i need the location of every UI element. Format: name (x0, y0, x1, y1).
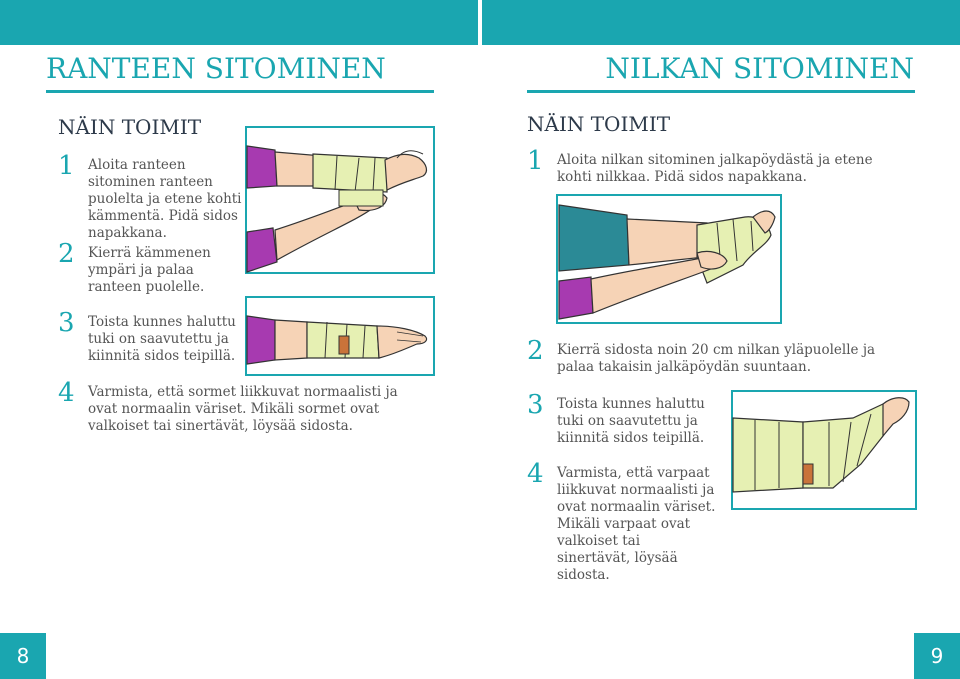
step-text: Kierrä sidosta noin 20 cm nilkan yläpuolelle ja palaa takaisin jalkäpöydän suuntaan. (557, 342, 876, 375)
header-bar-right (482, 0, 960, 45)
step-text: Toista kunnes haluttu tuki on saavutettu ja kiinnitä sidos teipillä. (88, 314, 236, 364)
page-title-left: RANTEEN SITOMINEN (46, 52, 386, 85)
step-number: 2 (58, 239, 75, 269)
ankle-illustration-2 (731, 390, 917, 510)
ankle-illustration-1 (557, 195, 781, 323)
step-text: Aloita ranteen sitominen ranteen puolelta ja etene kohti kämmentä. Pidä sidos napakkana. (88, 157, 242, 241)
step-text: Kierrä kämmenen ympäri ja palaa ranteen puolelle. (88, 245, 211, 295)
ankle-wrap-start-icon (557, 195, 781, 323)
step-number: 3 (527, 390, 544, 420)
page-number-right: 9 (914, 633, 960, 679)
step-number: 2 (527, 336, 544, 366)
step-number: 1 (527, 146, 544, 176)
step-number: 3 (58, 308, 75, 338)
step-text: Toista kunnes haluttu tuki on saavutettu ja kiinnitä sidos teipillä. (557, 396, 705, 446)
step-text: Varmista, että sormet liikkuvat normaalisti ja ovat normaalin väriset. Mikäli sormet ovat valkoiset tai sinertävät, löysää sidosta. (88, 384, 398, 434)
title-rule-right (527, 90, 915, 93)
step-text: Varmista, että varpaat liikkuvat normaalisti ja ovat normaalin väriset. Mikäli varpaat ovat valkoiset tai sinertävät, löysää sidosta. (557, 465, 716, 583)
step-number: 1 (58, 151, 75, 181)
wrist-illustration-2 (245, 296, 435, 376)
step-number: 4 (58, 378, 75, 408)
subheading-left: NÄIN TOIMIT (58, 115, 202, 139)
ankle-wrap-finished-icon (733, 392, 915, 508)
step-text: Aloita nilkan sitominen jalkapöydästä ja etene kohti nilkkaa. Pidä sidos napakkana. (557, 152, 873, 185)
page-number-left: 8 (0, 633, 46, 679)
wrist-wrap-start-icon (247, 128, 433, 272)
step-number: 4 (527, 459, 544, 489)
title-rule-left (46, 90, 434, 93)
page-title-right: NILKAN SITOMINEN (605, 52, 914, 85)
subheading-right: NÄIN TOIMIT (527, 112, 671, 136)
wrist-wrap-finished-icon (247, 298, 433, 374)
wrist-illustration-1 (245, 126, 435, 274)
header-bar-left (0, 0, 478, 45)
